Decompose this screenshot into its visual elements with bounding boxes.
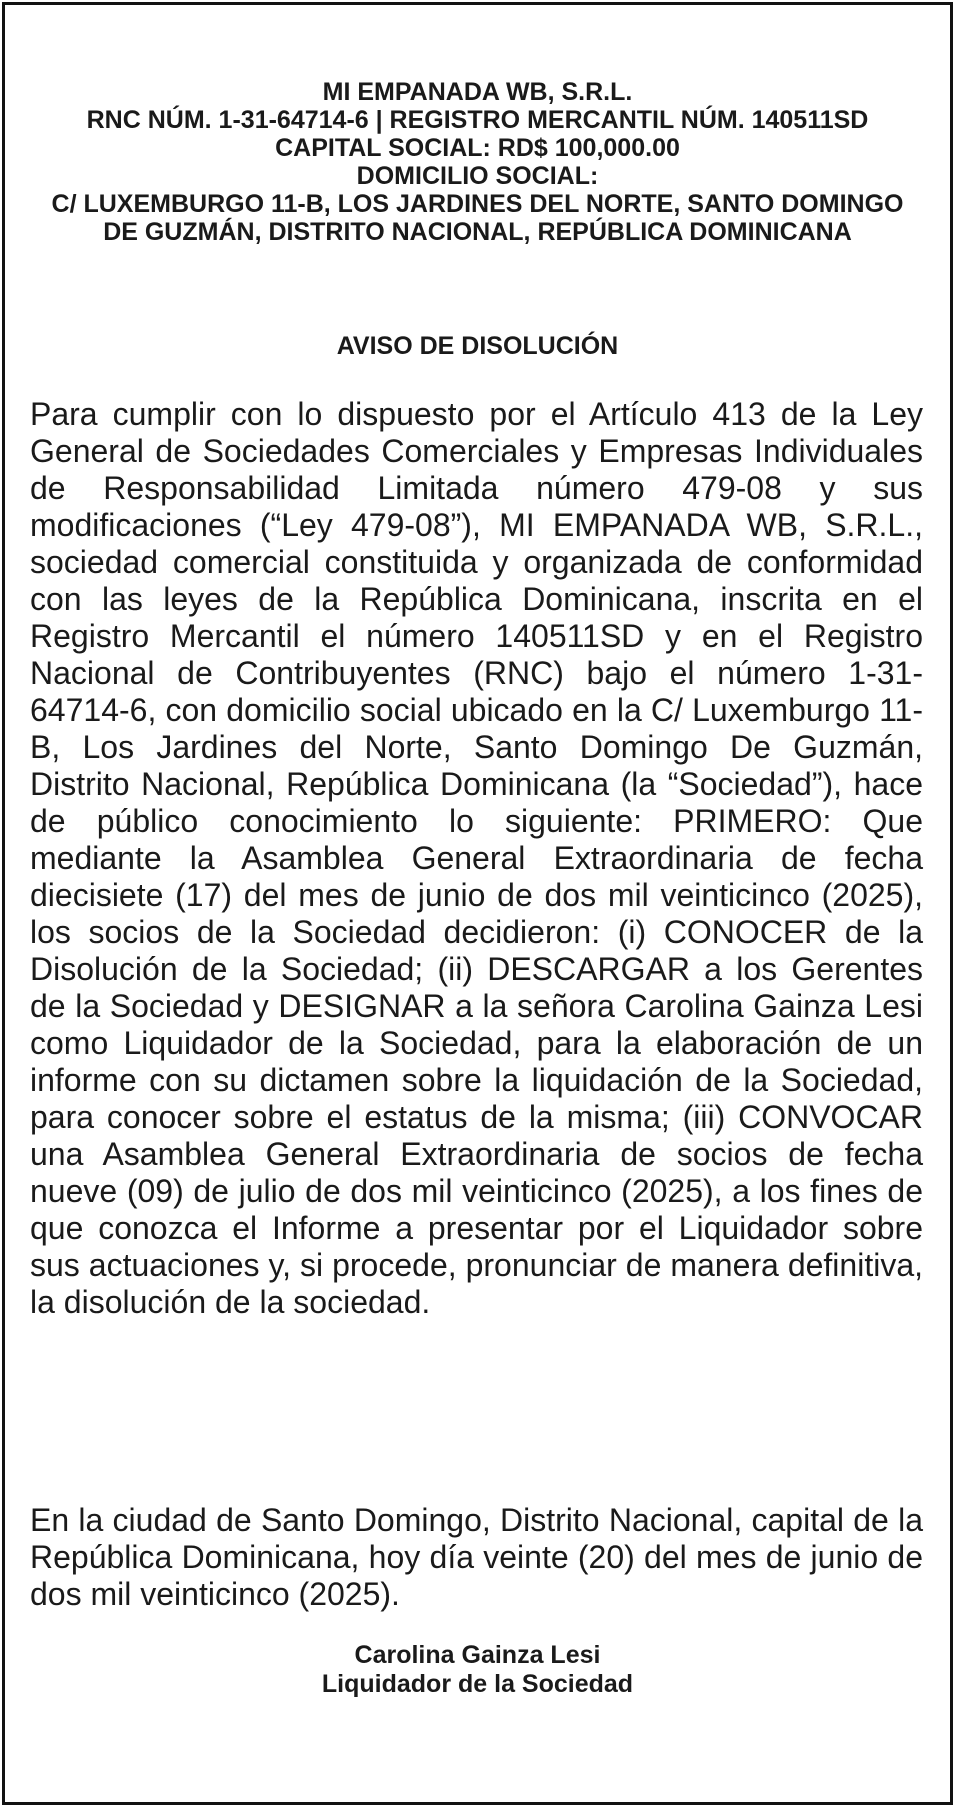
notice-title: AVISO DE DISOLUCIÓN bbox=[336, 332, 619, 360]
registry-line: RNC NÚM. 1-31-64714-6 | REGISTRO MERCANTIL NÚM. 140511SD bbox=[86, 106, 869, 134]
capital-line: CAPITAL SOCIAL: RD$ 100,000.00 bbox=[275, 134, 680, 162]
company-name: MI EMPANADA WB, S.R.L. bbox=[322, 78, 633, 106]
signature-block bbox=[40, 1641, 915, 1699]
domicile-label: DOMICILIO SOCIAL: bbox=[356, 162, 599, 190]
company-header bbox=[40, 78, 915, 246]
notice-paragraph-2: En la ciudad de Santo Domingo, Distrito Nacional, capital de la República Dominicana, hoy día veinte (20) del mes de junio de dos mil veinticinco (2025). bbox=[30, 1502, 923, 1612]
domicile-address: C/ LUXEMBURGO 11-B, LOS JARDINES DEL NORTE, SANTO DOMINGO DE GUZMÁN, DISTRITO NACIONAL, REPÚBLICA DOMINICANA bbox=[51, 190, 904, 246]
signatory-name: Carolina Gainza Lesi bbox=[354, 1641, 601, 1669]
notice-paragraph-1: Para cumplir con lo dispuesto por el Artículo 413 de la Ley General de Sociedades Comerciales y Empresas Individuales de Responsabilidad Limitada número 479-08 y sus modificaciones (“Ley 479-08”), MI EMPANADA WB, S.R.L., sociedad comercial constituida y organizada de conformidad con las leyes de la República Dominicana, inscrita en el Registro Mercantil el número 140511SD y en el Registro Nacional de Contribuyentes (RNC) bajo el número 1-31-64714-6, con domicilio social ubicado en la C/ Luxemburgo 11-B, Los Jardines del Norte, Santo Domingo De Guzmán, Distrito Nacional, República Dominicana (la “Sociedad”), hace de público conocimiento lo siguiente: PRIMERO: Que mediante la Asamblea General Extraordinaria de fecha diecisiete (17) del mes de junio de dos mil veinticinco (2025), los socios de la Sociedad decidieron: (i) CONOCER de la Disolución de la Sociedad; (ii) DESCARGAR a los Gerentes de la Sociedad y DESIGNAR a la señora Carolina Gainza Lesi como Liquidador de la Sociedad, para la elaboración de un informe con su dictamen sobre la liquidación de la Sociedad, para conocer sobre el estatus de la misma; (iii) CONVOCAR una Asamblea General Extraordinaria de socios de fecha nueve (09) de julio de dos mil veinticinco (2025), a los fines de que conozca el Informe a presentar por el Liquidador sobre sus actuaciones y, si procede, pronunciar de manera definitiva, la disolución de la sociedad. bbox=[30, 396, 923, 1320]
signatory-role: Liquidador de la Sociedad bbox=[321, 1670, 634, 1698]
